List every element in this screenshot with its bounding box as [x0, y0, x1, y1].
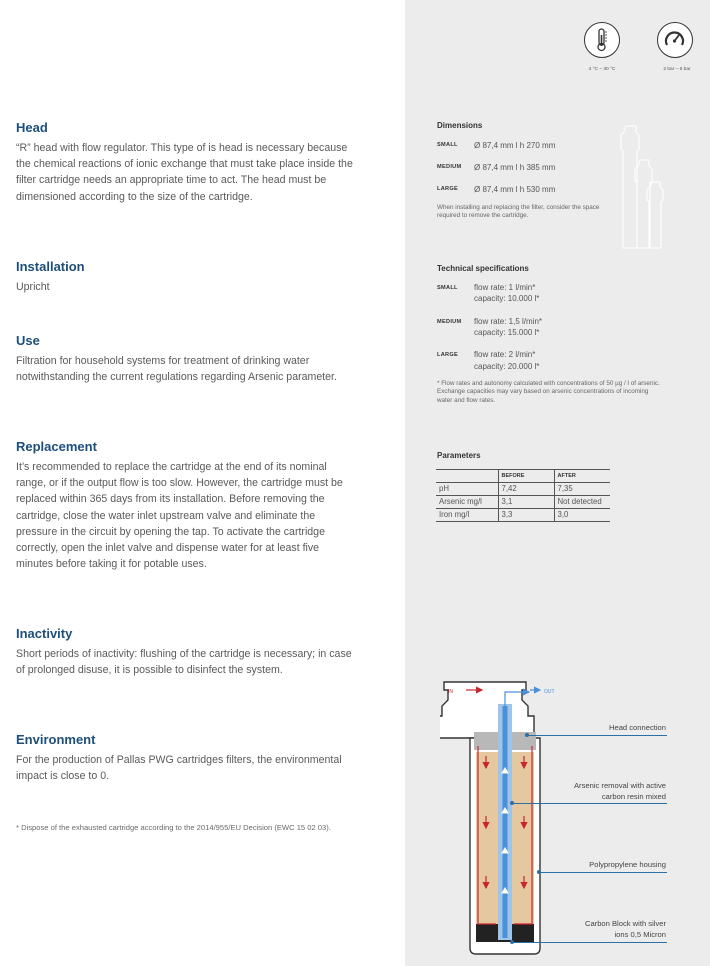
dimension-value: Ø 87,4 mm l h 385 mm	[474, 163, 556, 172]
param-before: 3,3	[498, 509, 554, 522]
tech-specs-note: * Flow rates and autonomy calculated with concentrations of 50 µg / l of arsenic. Exchange capacities may vary based on arsenic concentrations of incoming water and flow rates.	[437, 380, 660, 404]
parameters-title: Parameters	[437, 451, 481, 460]
section-body: Upricht	[16, 281, 50, 293]
callout-carbon-block: Carbon Block with silver ions 0,5 Micron	[584, 919, 666, 939]
callout-line	[527, 735, 667, 736]
section-head	[16, 120, 356, 205]
spec-size-label: SMALL	[437, 285, 458, 291]
table-header-cell	[436, 470, 498, 483]
temperature-range: 4 °C – 30 °C	[588, 67, 616, 72]
spec-flow-rate: flow rate: 1 l/min*	[474, 283, 536, 292]
param-before: 7,42	[498, 483, 554, 496]
callout-line	[539, 872, 667, 873]
dimension-size-label: MEDIUM	[437, 164, 462, 170]
pressure-gauge-icon	[657, 22, 693, 58]
section-installation	[16, 259, 356, 295]
section-environment	[16, 732, 356, 784]
dimension-size-label: SMALL	[437, 142, 458, 148]
callout-dot	[510, 801, 514, 805]
callout-arsenic-removal: Arsenic removal with active carbon resin mixed	[573, 781, 666, 801]
param-name: Arsenic mg/l	[436, 496, 498, 509]
param-before: 3,1	[498, 496, 554, 509]
cartridge-cross-section-diagram	[440, 676, 570, 956]
callout-polypropylene-housing: Polypropylene housing	[589, 860, 666, 869]
tech-specs-title: Technical specifications	[437, 264, 529, 273]
section-body: Filtration for household systems for treatment of drinking water notwithstanding the current regulations regarding Arsenic parameter.	[16, 355, 337, 384]
section-body: Short periods of inactivity: flushing of the cartridge is necessary; in case of prolonged disuse, it is possible to disinfect the system.	[16, 648, 352, 677]
param-after: Not detected	[554, 496, 610, 509]
callout-head-connection: Head connection	[609, 723, 666, 732]
in-label: IN	[448, 689, 453, 695]
callout-dot	[537, 870, 541, 874]
section-body: For the production of Pallas PWG cartridges filters, the environmental impact is close to 0.	[16, 754, 342, 783]
section-title: Replacement	[16, 439, 97, 454]
thermometer-icon	[584, 22, 620, 58]
section-title: Environment	[16, 732, 96, 747]
cartridge-sizes-outline	[618, 120, 670, 250]
section-title: Head	[16, 120, 48, 135]
spec-flow-rate: flow rate: 2 l/min*	[474, 350, 536, 359]
callout-dot	[510, 940, 514, 944]
dimensions-title: Dimensions	[437, 121, 483, 130]
section-body: “R” head with flow regulator. This type of is head is necessary because the chemical reactions of ionic exchange that must take place inside the filter cartridge needs an appropriate time to act. The head must be dimensioned according to the size of the cartridge.	[16, 142, 353, 203]
section-title: Use	[16, 333, 40, 348]
param-name: Iron mg/l	[436, 509, 498, 522]
dimension-value: Ø 87,4 mm l h 530 mm	[474, 185, 556, 194]
dimension-value: Ø 87,4 mm l h 270 mm	[474, 141, 556, 150]
spec-size-label: LARGE	[437, 352, 459, 358]
spec-size-label: MEDIUM	[437, 319, 462, 325]
spec-capacity: capacity: 10.000 l*	[474, 294, 540, 303]
param-after: 7,35	[554, 483, 610, 496]
callout-dot	[525, 733, 529, 737]
callout-line	[512, 942, 667, 943]
table-row	[436, 496, 610, 509]
section-use	[16, 333, 356, 385]
table-row	[436, 509, 610, 522]
pressure-range: 2 bar – 6 bar	[663, 67, 691, 72]
table-header-after: AFTER	[554, 470, 610, 483]
spec-flow-rate: flow rate: 1,5 l/min*	[474, 317, 543, 326]
table-header-row	[436, 470, 610, 483]
section-title: Installation	[16, 259, 85, 274]
spec-capacity: capacity: 15.000 l*	[474, 328, 540, 337]
param-name: pH	[436, 483, 498, 496]
parameters-table	[436, 469, 610, 522]
spec-capacity: capacity: 20.000 l*	[474, 362, 540, 371]
section-body: It’s recommended to replace the cartridge at the end of its nominal range, or if the output flow is too slow. However, the cartridge must be replaced within 365 days from its installation. Before removing the cartridge, close the water inlet upstream valve and eliminate the pressure in the circuit by opening the tap. To activate the cartridge correctly, open the inlet valve and dispense water for at least five minutes before taking it for potable uses.	[16, 461, 343, 571]
section-replacement	[16, 439, 356, 572]
callout-line	[512, 803, 667, 804]
table-row	[436, 483, 610, 496]
param-after: 3,0	[554, 509, 610, 522]
out-label: OUT	[544, 689, 555, 695]
section-inactivity	[16, 626, 356, 678]
dimensions-note: When installing and replacing the filter, consider the space required to remove the cartridge.	[437, 204, 600, 220]
table-header-before: BEFORE	[498, 470, 554, 483]
section-title: Inactivity	[16, 626, 73, 641]
disposal-footnote: * Dispose of the exhausted cartridge according to the 2014/955/EU Decision (EWC 15 02 03).	[16, 823, 331, 832]
dimension-size-label: LARGE	[437, 186, 459, 192]
